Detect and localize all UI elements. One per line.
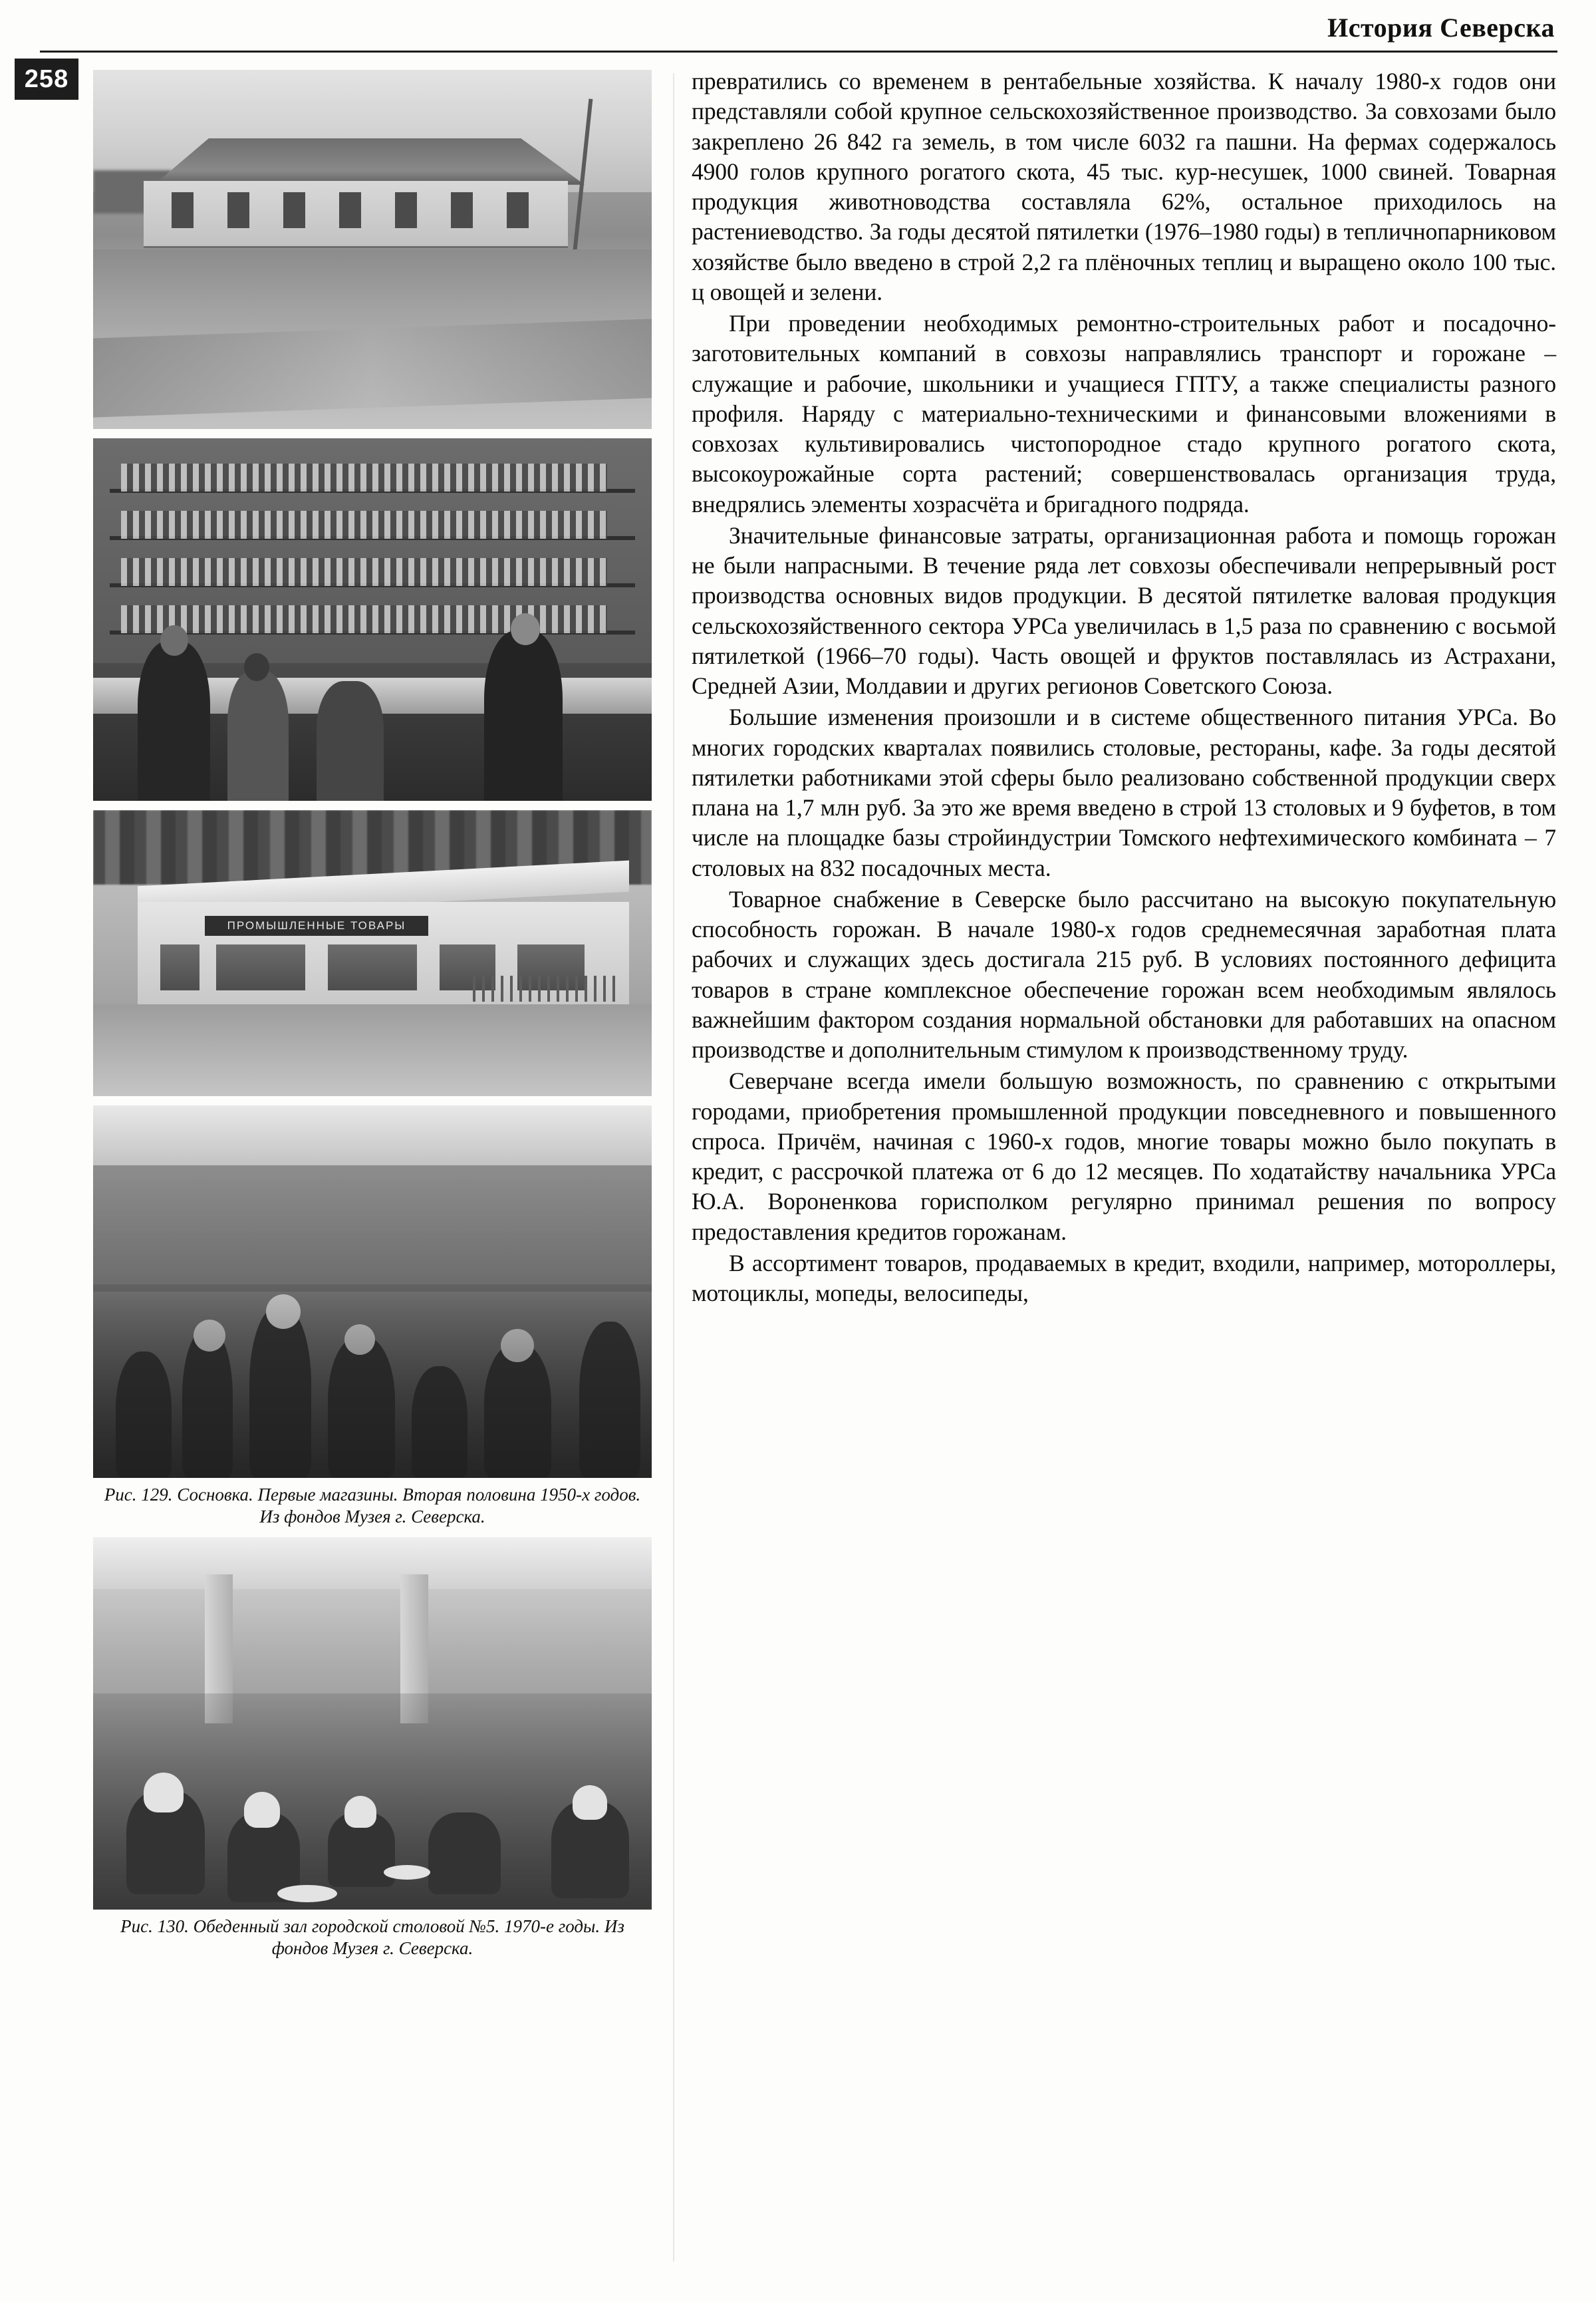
photo-person bbox=[138, 641, 210, 801]
photo-shop-interior-counter bbox=[93, 438, 652, 801]
photo-crowd bbox=[93, 1284, 652, 1478]
figure-130 bbox=[93, 1537, 652, 1959]
photo-goods-row bbox=[121, 511, 607, 539]
photo-ceiling bbox=[93, 1105, 652, 1165]
photo-window bbox=[339, 192, 362, 228]
photo-tableware bbox=[277, 1885, 337, 1902]
page-header bbox=[0, 7, 1596, 53]
body-paragraph: Товарное снабжение в Северске было рассчитано на высокую покупательную способность горожан. В начале 1980-х годов среднемесячная заработная плата рабочих и служащих здесь достигала 215 руб. В условиях постоянного дефицита товаров в стране комплексное обеспечение горожан всем необходимым являлось важнейшим фактором создания нормальной обстановки для работавших на опасном производстве и дополнительным стимулом к производственному труду. bbox=[692, 885, 1556, 1063]
photo-fence bbox=[473, 976, 618, 1002]
photo-image bbox=[93, 1537, 652, 1910]
photo-person bbox=[227, 670, 289, 801]
photo-window bbox=[507, 192, 529, 228]
photo-store-sign: ПРОМЫШЛЕННЫЕ ТОВАРЫ bbox=[205, 916, 428, 936]
photo-window bbox=[451, 192, 473, 228]
photo-person-head bbox=[160, 625, 188, 656]
photo-back-wall bbox=[93, 1165, 652, 1292]
photo-image bbox=[93, 70, 652, 429]
photo-person-head bbox=[144, 1773, 184, 1812]
photo-tableware bbox=[384, 1865, 430, 1880]
photo-storefront-window bbox=[216, 944, 305, 990]
photo-image bbox=[93, 1105, 652, 1478]
figure-129 bbox=[93, 1105, 652, 1528]
body-paragraph: Значительные финансовые затраты, организационная работа и помощь горожан не были напрасными. В течение ряда лет совхозы обеспечивали непрерывный рост производства основных видов продукции. В десятой пятилетке валовая продукция сельскохозяйственного сектора УРСа увеличилась в 1,5 раза по сравнению с восьмой пятилеткой (1966–70 годы). Часть овощей и фруктов поставлялась из Астрахани, Средней Азии, Молдавии и других регионов Советского Союза. bbox=[692, 521, 1556, 699]
photo-goods-row bbox=[121, 464, 607, 492]
photo-ground bbox=[93, 1004, 652, 1096]
running-title: История Северска bbox=[1327, 13, 1555, 43]
photo-person bbox=[428, 1812, 501, 1894]
photo-goods-row bbox=[121, 558, 607, 586]
body-paragraph: При проведении необходимых ремонтно-строительных работ и посадочно-заготовительных компаний в совхозы направлялись транспорт и горожане – служащие и рабочие, школьники и учащиеся ГПТУ, а также специалисты разного профиля. Наряду с материально-техническими и финансовыми вложениями в совхозах культивировались чистопородное стадо крупного рогатого скота, высокоурожайные сорта растений; совершенствовалась организация труда, внедрялись элементы хозрасчёта и бригадного подряда. bbox=[692, 310, 1556, 517]
header-divider bbox=[40, 51, 1557, 53]
photo-window bbox=[227, 192, 250, 228]
figure-caption: Рис. 129. Сосновка. Первые магазины. Вторая половина 1950-х годов. Из фондов Музея г. Северска. bbox=[104, 1485, 641, 1526]
photo-store-exterior bbox=[93, 810, 652, 1096]
figure-column bbox=[93, 70, 652, 1969]
photo-image bbox=[93, 438, 652, 801]
photo-person-head bbox=[344, 1796, 376, 1828]
photo-window bbox=[172, 192, 194, 228]
photo-image bbox=[93, 810, 652, 1096]
photo-storefront-window bbox=[328, 944, 417, 990]
photo-window bbox=[283, 192, 306, 228]
figure-caption: Рис. 130. Обеденный зал городской столовой №5. 1970-е годы. Из фондов Музея г. Северска. bbox=[120, 1916, 624, 1958]
photo-ceiling bbox=[93, 1537, 652, 1589]
text-column bbox=[692, 67, 1556, 1310]
photo-person-head bbox=[244, 653, 269, 681]
page-number-badge: 258 bbox=[15, 59, 78, 100]
photo-person-head bbox=[244, 1792, 280, 1828]
body-paragraph: В ассортимент товаров, продаваемых в кредит, входили, например, мотороллеры, мотоциклы, мопеды, велосипеды, bbox=[692, 1249, 1556, 1306]
photo-building-exterior bbox=[93, 70, 652, 429]
column-divider bbox=[673, 73, 674, 2261]
photo-person-head bbox=[573, 1785, 607, 1820]
photo-person-head bbox=[511, 613, 540, 645]
body-paragraph: превратились со временем в рентабельные хозяйства. К началу 1980-х годов они представляли собой крупное сельскохозяйственное производство. За совхозами было закреплено 26 842 га земель, в том числе 6032 га пашни. На фермах содержалось 4900 голов крупного рогатого скота, 45 тыс. кур-несушек, 1000 свиней. Товарная продукция животноводства составляла 62%, остальное приходилось на растениеводство. За годы десятой пятилетки (1976–1980 годы) в тепличнопарниковом хозяйстве было введено в строй 2,2 га плёночных теплиц и выращено около 100 тыс. ц овощей и зелени. bbox=[692, 68, 1556, 305]
photo-person bbox=[484, 631, 563, 801]
body-paragraph: Большие изменения произошли и в системе общественного питания УРСа. Во многих городских кварталах появились столовые, рестораны, кафе. За годы десятой пятилетки работниками этой сферы было реализовано собственной продукции сверх плана на 1,7 млн руб. За это же время введено в строй 13 столовых и 9 буфетов, в том числе на площадке базы стройиндустрии Томского нефтехимического комбината – 7 столовых на 832 посадочных места. bbox=[692, 704, 1556, 881]
photo-person bbox=[317, 681, 384, 801]
photo-window bbox=[395, 192, 418, 228]
photo-storefront-window bbox=[160, 944, 200, 990]
body-paragraph: Северчане всегда имели большую возможность, по сравнению с открытыми городами, приобретения промышленной продукции повседневного и повышенного спроса. Причём, начиная с 1960-х годов, многие товары можно было покупать в кредит, с рассрочкой платежа от 6 до 12 месяцев. По ходатайству начальника УРСа Ю.А. Вороненкова горисполком регулярно принимал решения по вопросу предоставления кредитов горожанам. bbox=[692, 1068, 1556, 1245]
